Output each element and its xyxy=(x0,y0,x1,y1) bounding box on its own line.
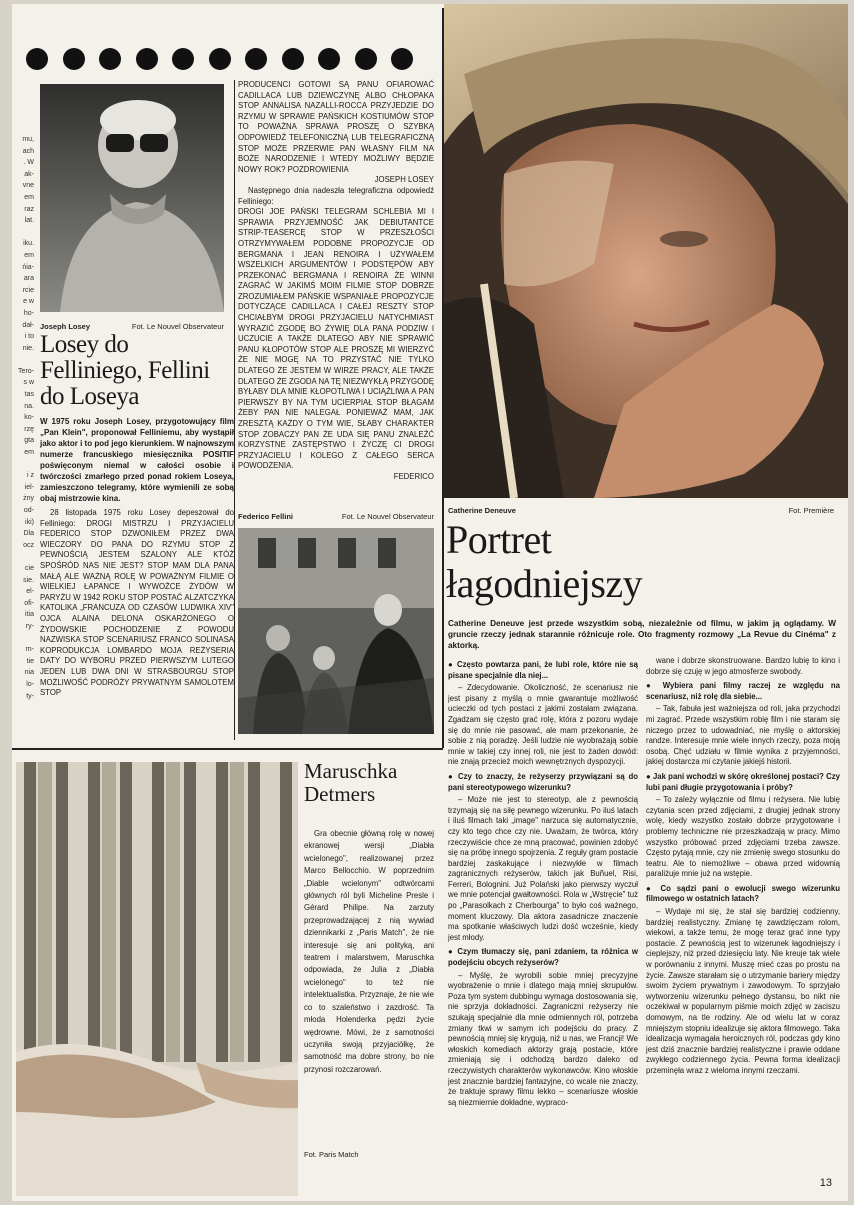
telegram-column xyxy=(238,80,434,483)
gutter-fragment: iel- xyxy=(24,483,34,491)
dot-ornament xyxy=(26,48,48,70)
gutter-text-fragments xyxy=(12,134,34,702)
deneuve-interview-col1 xyxy=(448,656,638,1108)
signature-losey: JOSEPH LOSEY xyxy=(374,175,434,185)
deneuve-article-lead: Catherine Deneuve jest przede wszystkim sobą, niezależnie od filmu, w jakim ją oglądamy. W gruncie rzeczy jednak starannie różnicuje role. Oto fragmenty rozmowy „La Revue du Cinéma" z aktorką. xyxy=(448,619,836,650)
fellini-photo-caption xyxy=(238,512,434,521)
interview-answer: – Zdecydowanie. Okoliczność, że scenariusz nie jest pisany z myślą o mnie gwarantuje możliwość ucieczki od tych postaci z jakimi zostałam związana. Zgadzam się często grać rolę, która z pozoru wydaje się do mnie nie pasować, ale mam przekonanie, że sobie z nią poradzę. Jeśli ludzie nie wyobrażają sobie mnie w takiej czy innej roli, nie jest to żaden dowód: nie znają przecież moich wewnętrznych dyspozycji. xyxy=(448,683,638,767)
interview-answer: – Wydaje mi się, że stał się bardziej codzienny, bardziej realistyczny. Zmianę tę zawdzięczam rolom, wiekowi, a także temu, że mogę teraz grać inne typy postacie. Z pewnością jest to wizerunek łagodniejszy i cieplejszy, niż przed dziesięciu laty. Nie kreuje tak wiele w porównaniu z innymi. Muszę mieć czas po prostu na życie. Zawsze starałam się o utrzymanie bariery między swoim życiem prywatnym i zawodowym. To sprzyjało wytworzeniu wizerunku pełnego dystansu, bo nikt nie oczekiwał w popularnym piśmie moich zdjęć w zaciszu domowym, na tle rodziny. Ale od wielu lat w coraz mniejszym stopniu idealizuje się aktora filmowego. Taka idealizacja wymagała heroicznych ról, podczas gdy kino jest dziś znacznie bardziej realistyczne i prawie oddane zwykłego codziennego życia. Pewna forma idealizacji przeminęła wraz z wieloma innymi rzeczami. xyxy=(646,907,840,1075)
losey-photo-caption xyxy=(40,322,224,331)
caption-credit: Fot. Le Nouvel Observateur xyxy=(341,512,434,521)
signature-fellini: FEDERICO xyxy=(393,471,434,481)
gutter-fragment: ko- xyxy=(24,414,34,422)
dot-row-decoration xyxy=(26,48,413,70)
gutter-fragment: dał- xyxy=(22,321,34,329)
detmers-article xyxy=(304,760,434,1076)
gutter-fragment: Dla xyxy=(23,530,34,538)
gutter-fragment: lo- xyxy=(26,680,34,688)
gutter-fragment xyxy=(12,459,34,471)
dot-ornament xyxy=(245,48,267,70)
gutter-fragment: lat. xyxy=(24,217,34,225)
gutter-fragment: . W xyxy=(23,159,34,167)
gutter-fragment xyxy=(12,227,34,239)
fellini-photo xyxy=(238,528,434,734)
losey-article-column xyxy=(40,332,234,699)
gutter-fragment: ara xyxy=(23,275,34,283)
gutter-fragment: iki) xyxy=(25,518,34,526)
caption-credit: Fot. Paris Match xyxy=(304,1150,359,1159)
fellini-reply-intro: Następnego dnia nadeszła telegraficzna odpowiedź Felliniego: xyxy=(238,185,434,206)
gutter-fragment: mu, xyxy=(22,136,34,143)
dot-ornament xyxy=(355,48,377,70)
page-number: 13 xyxy=(819,1177,832,1189)
interview-question: ● Czym tłumaczy się, pani zdaniem, ta różnica w podejściu obcych reżyserów? xyxy=(448,947,638,968)
gutter-fragment: nie. xyxy=(22,344,34,352)
body-intro: 28 listopada 1975 roku Losey depeszował do Felliniego: xyxy=(40,508,234,528)
gutter-fragment: el- xyxy=(26,588,34,596)
losey-article-body xyxy=(40,508,234,699)
gutter-fragment: ry- xyxy=(25,622,34,630)
losey-photo xyxy=(40,84,224,312)
gutter-fragment: gta xyxy=(24,437,34,445)
gutter-fragment: sie. xyxy=(23,576,34,584)
magazine-page xyxy=(12,4,848,1201)
dot-ornament xyxy=(136,48,158,70)
deneuve-photo-caption xyxy=(448,506,842,515)
interview-answer: – Myślę, że wyrobili sobie mniej precyzyjne wyobrażenie o mnie i dlatego mają mniej skrupułów. Poza tym system dubbingu wymaga dostosowania się, nie sprzyja dokładności. Zagraniczni reżyserzy nie szukają specjalnie dla mnie odmiennych ról, potrzeba zmiany tkwi w samym ich podejściu do pracy. Z pewnością mniej się krygują, niż u nas, we Francji! We włoskich komediach aktorzy grają postacie, które zmieniają się i odchodzą bardzo daleko od rzeczywistych charakterów wykonawców. Kino włoskie jest znacznie bardziej fantazyjne, co wcale nie znaczy, że traktuje sprawy filmu lekko – scenariusze włoskie są niezmiernie dokładne, wypraco- xyxy=(448,970,638,1107)
gutter-fragment: ak- xyxy=(24,170,34,178)
dot-ornament xyxy=(209,48,231,70)
gutter-fragment: vne xyxy=(22,182,34,190)
gutter-fragment: ocz xyxy=(23,541,34,549)
deneuve-interview-col2 xyxy=(646,656,840,1077)
gutter-fragment: na. xyxy=(24,402,34,410)
detmers-photo-caption xyxy=(304,1150,434,1159)
gutter-fragment: tas xyxy=(24,391,34,399)
caption-name: Catherine Deneuve xyxy=(448,506,516,515)
interview-question: ● Wybiera pani filmy raczej ze względu na scenariusz, niż rolę dla siebie... xyxy=(646,681,840,702)
telegram-fellini: DROGI JOE PAŃSKI TELEGRAM SCHLEBIA MI I SPRAWIA PRZYJEMNOŚĆ JAK DEBIUTANTCE STRIP-TEASERCĘ STOP W PRZESZŁOŚCI OTRZYMYWAŁEM PODOBNE PROPOZYCJE OD BERGMANA I JEAN RENOIRA I UŻYWAŁEM WSZELKICH ARGUMENTÓW I PODSTĘPÓW ABY PRZEKONAĆ BERGMANA I RENOIRA ŻE WINNI ZAGRAĆ W JAKIMŚ MOIM FILMIE STOP DOBRZE ZROZUMIAŁEM PAŃSKIE WSPANIAŁE PROPOZYCJE DOTYCZĄCE CADILLACA I CAŁEJ RESZTY STOP CHCIAŁBYM DROGI PRZYJACIELU NATYCHMIAST WYRAZIĆ ZGODĘ BO ŻYWIĘ DLA PANA PODZIW I UCZUCIE A TAKŻE DLATEGO ABY NIE SPRAWIĆ PANU KŁOPOTÓW STOP ALE PROSZĘ MI WIERZYĆ ŻE NIE MOGĘ NA TO PRZYSTAĆ NIE TYLKO DLATEGO ŻE JESTEM W WIRZE PRACY, ALE TAKŻE DLATEGO ŻE ZGODA NA TĘ NIEZWYKŁĄ PRZYGODĘ BYŁABY DLA MNIE KŁOPOTLIWA I UCIĄŻLIWA A PAN PIERWSZY BY NA TYM UCIERPIAŁ STOP BŁAGAM ŻEBY PAN NIE NALEGAŁ PONIEWAŻ MAM, JAK ZRESZTĄ KAŻDY O TYM WIE, SŁABY CHARAKTER STOP ZOBACZY PAN ŻE UDA SIĘ PANU ZNALEŹĆ KORZYSTNE ZASTĘPSTWO I ŻYCZĘ CI DROGI PRZYJACIELU I KOLEGO Z CAŁEGO SERCA POWODZENIA. xyxy=(238,207,434,471)
gutter-fragment: rn- xyxy=(25,646,34,654)
gutter-fragment: ty- xyxy=(26,692,34,700)
gutter-fragment: ofi- xyxy=(24,599,34,607)
gutter-fragment: cie xyxy=(25,564,34,572)
gutter-fragment: żny xyxy=(23,495,34,503)
gutter-fragment: rzę xyxy=(24,425,34,433)
interview-answer: – Może nie jest to stereotyp, ale z pewnością trzymają się na siłę pewnego wizerunku. Po iluś latach i iluś filmach taki „image" narzuca się automatycznie, czy kto tego chce czy nie. Uważam, że twórca, który rzeczywiście chce ze mną pracować, powinien zdobyć się na próbę innego spojrzenia. Z reguły gram postacie bardziej zaskakujące i niezwykłe w filmach zagranicznych reżyserów, takich jak Buñuel, Risi, Ferreri, Bolognini. Już Polański jako pierwszy wyczuł we mnie potencjał gwałtowności. Rola w „Wstręcie" tuż po „Parasolkach z Cherbourga" to było coś ważnego, moment kluczowy. Dla aktora zasadnicze znaczenie ma spotkanie właściwych ludzi dość wcześnie, kiedy jest młody. xyxy=(448,795,638,942)
interview-question: ● Czy to znaczy, że reżyserzy przywiązani są do pani stereotypowego wizerunku? xyxy=(448,772,638,793)
gutter-fragment: raz xyxy=(24,205,34,213)
losey-article-title: Losey do Felliniego, Fellini do Loseya xyxy=(40,331,210,410)
interview-answer: – Tak, fabuła jest ważniejsza od roli, jaka przychodzi mi zagrać. Przede wszystkim robię film i nie staram się niczego przez to udowadniać, nie myślę o aktorskiej randze. Interesuje mnie wiele innych rzeczy, poza moją osobą. Chęć udziału w filmie wynika z przyjemności, jakiej dostarcza mi czytanie jakiejś historii. xyxy=(646,704,840,767)
gutter-fragment: i to xyxy=(24,333,34,341)
dot-ornament xyxy=(63,48,85,70)
gutter-fragment: em xyxy=(24,449,34,457)
caption-credit: Fot. Première xyxy=(788,506,834,515)
dot-ornament xyxy=(391,48,413,70)
telegram-losey-part1: DROGI MISTRZU I PRZYJACIELU FEDERICO STOP DZWONIŁEM PRZEZ DWA WIECZORY DO PANA DO RZYMU STOP Z PEWNOŚCIĄ JESTEM SZALONY ALE KTÓŻ SPOŚRÓD NAS NIE JEST? STOP MAM DLA PANA MAŁĄ ALE WAŻNĄ ROLĘ W POWAŻNYM FILMIE O WIELKIEJ ŁAPANCE I WYWOŻCE ŻYDÓW W PARYŻU W 1942 ROKU STOP POSTAĆ ALZATCZYKA KATOLIKA „FRANCUZA OD CZASÓW LUDWIKA XIV" OJCA ALAINA DELONA OSKARŻONEGO O ŻYDOWSKIE POCHODZENIE Z POWODU NAZWISKA STOP SCENARIUSZ FRANCO SOLINASA KOPRODUKCJA LOMBARDO MOJA REŻYSERIA DATY DO WYBORU PRZED PIERWSZYM LUTEGO JEDEN LUB DWA DNI W STRASBOURGU STOP MOŻLIWOŚĆ PODRÓŻY PRYWATNYM SAMOLOTEM STOP xyxy=(40,518,234,698)
gutter-fragment: itia xyxy=(25,611,34,619)
detmers-article-body: Gra obecnie główną rolę w nowej ekranowej wersji „Diabła wcielonego", realizowanej przez Marco Bellocchio. W poprzednim „Diable wcielonym" odtwórcami głównych ról byli Micheline Presle i Gérard Philipe. Na zarzuty przeprowadzającej z nią wywiad dziennikarki z „Paris Match", że nie interesuje się ani polityką, ani teatrem i malarstwem, Maruschka odpowiada, że Julia z „Diabła wcielonego" to też nie intelektualistka. Przyznaje, że nie wie co to szaleństwo i zazdrość. Ta młoda Holenderka pędzi życie wędrowne. Mówi, że z samotności uczyniła swoją przyjaciółkę, że samotność ma dobre strony, bo nie przynosi rozczarowań. xyxy=(304,829,434,1074)
detmers-photo xyxy=(16,762,298,1196)
interview-question: ● Jak pani wchodzi w skórę określonej postaci? Czy lubi pani długie przygotowania i próby? xyxy=(646,772,840,793)
interview-question: ● Często powtarza pani, że lubi role, które nie są pisane specjalnie dla niej... xyxy=(448,660,638,681)
gutter-fragment: ho- xyxy=(23,309,34,317)
gutter-fragment xyxy=(12,633,34,645)
interview-answer: wane i dobrze skonstruowane. Bardzo lubię to kino i dobrze się czuję w jego atmosferze swobody. xyxy=(646,656,840,676)
interview-question: ● Co sądzi pani o ewolucji swego wizerunku filmowego w ostatnich latach? xyxy=(646,884,840,905)
deneuve-article-title: Portret łagodniejszy xyxy=(446,517,643,606)
caption-name: Joseph Losey xyxy=(40,322,91,331)
gutter-fragment xyxy=(12,354,34,366)
gutter-fragment: ach xyxy=(22,147,34,155)
gutter-fragment: rcie xyxy=(22,286,34,294)
dot-ornament xyxy=(282,48,304,70)
gutter-fragment: Tero- xyxy=(18,367,34,375)
gutter-fragment: i z xyxy=(27,472,34,480)
section-rule xyxy=(12,748,443,750)
deneuve-photo xyxy=(444,4,848,498)
caption-name: Federico Fellini xyxy=(238,512,294,521)
gutter-fragment: tie xyxy=(26,657,34,665)
gutter-fragment: iku. xyxy=(23,240,34,248)
gutter-fragment: e w xyxy=(23,298,34,306)
dot-ornament xyxy=(99,48,121,70)
gutter-fragment xyxy=(12,551,34,563)
dot-ornament xyxy=(318,48,340,70)
column-rule xyxy=(234,80,235,740)
gutter-fragment: ńia- xyxy=(22,263,34,271)
dot-ornament xyxy=(172,48,194,70)
gutter-fragment: nia xyxy=(24,669,34,677)
detmers-article-title: Maruschka Detmers xyxy=(304,759,398,806)
losey-article-lead: W 1975 roku Joseph Losey, przygotowujący film „Pan Klein", proponował Felliniemu, aby wystąpił jako aktor i to pod jego kierunkiem. W najnowszym numerze francuskiego miesięcznika POSITIF poświęconym niemal w całości osobie i twórczości zmarłego przed ponad rokiem Loseya, zamieszczono telegramy, które wymienili ze sobą obaj mistrzowie kina. xyxy=(40,417,234,503)
caption-credit: Fot. Le Nouvel Observateur xyxy=(131,322,224,331)
gutter-fragment: s w xyxy=(23,379,34,387)
gutter-fragment: em xyxy=(24,251,34,259)
gutter-fragment: em xyxy=(24,193,34,201)
telegram-losey-part2: PRODUCENCI GOTOWI SĄ PANU OFIAROWAĆ CADILLACA LUB DZIEWCZYNĘ ALBO CHŁOPAKA STOP ANNALISA NAZALLI-ROCCA PRZYJEDZIE DO RZYMU W SPRAWIE PAŃSKICH KOSTIUMÓW STOP TO POWAŻNA SPRAWA PROSZĘ O SZYBKĄ ODPOWIEDŹ TELEFONICZNĄ LUB TELEGRAFICZNĄ STOP MOŻE PRZERWIE PAN WŁASNY FILM NA BOŻE NARODZENIE I WTEDY MOŻLIWY BĘDZIE NOWY ROK? POZDROWIENIA xyxy=(238,80,434,174)
gutter-fragment: od- xyxy=(23,507,34,514)
interview-answer: – To zależy wyłącznie od filmu i reżysera. Nie lubię czytania scen przed zdjęciami, z drugiej jednak strony wolę, kiedy wszystko zostało dobrze przygotowane i problemy techniczne nie przeszkadzają w pracy. Mimo wszystko próbować przed zdjęciami trzeba zawsze. Często pytają mnie, czy nie zmienię swego stosunku do teatru. Ale to niemożliwe – obawa przed widownią paraliżuje mnie już na wstępie. xyxy=(646,795,840,879)
